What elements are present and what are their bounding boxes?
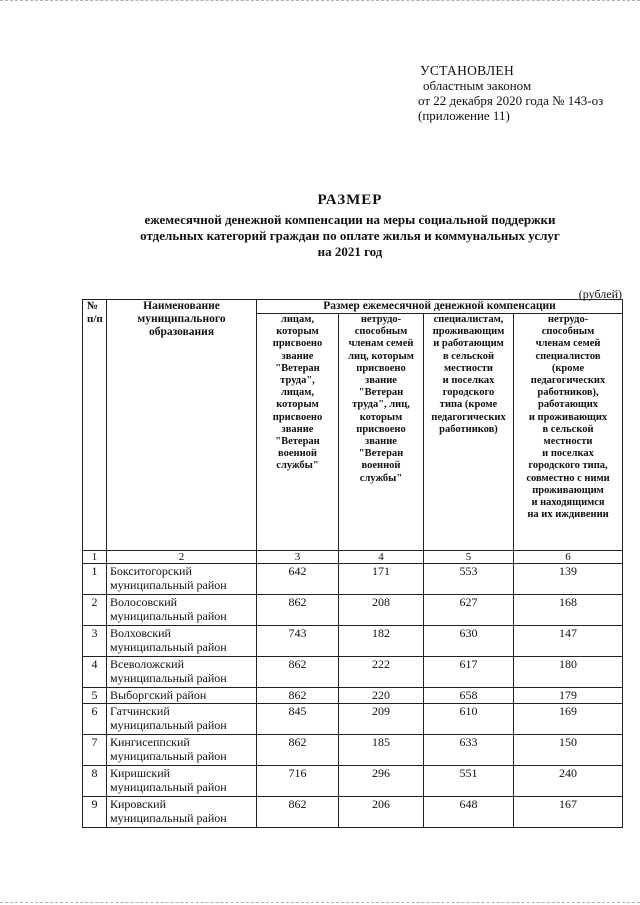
municipality-name-line-2: муниципальный район: [110, 780, 227, 794]
municipality-name-line-1: Гатчинский: [110, 704, 170, 718]
value-col-4: 222: [339, 657, 424, 688]
value-col-5: 630: [424, 626, 514, 657]
municipality-name-line-2: муниципальный район: [110, 671, 227, 685]
header-col-5: специалистам, проживающим и работающим в сельской местности и поселках городского типа (кроме педагогических работников): [424, 314, 514, 551]
municipality-name: [107, 688, 257, 704]
row-number: 7: [83, 735, 107, 766]
municipality-name-line-1: Кировский: [110, 797, 167, 811]
table-row: [83, 564, 623, 595]
value-col-6: 169: [514, 704, 623, 735]
column-index: 5: [424, 551, 514, 564]
document-heading: [100, 192, 600, 260]
column-index: 6: [514, 551, 623, 564]
approval-line-2: от 22 декабря 2020 года № 143-оз: [418, 93, 604, 108]
municipality-name-line-1: Всеволожский: [110, 657, 184, 671]
municipality-name: [107, 564, 257, 595]
units-label: (рублей): [578, 287, 622, 301]
municipality-name-line-1: Бокситогорский: [110, 564, 192, 578]
value-col-6: 240: [514, 766, 623, 797]
value-col-6: 139: [514, 564, 623, 595]
value-col-6: 180: [514, 657, 623, 688]
table-row: [83, 797, 623, 828]
municipality-name-line-1: Кингисеппский: [110, 735, 190, 749]
column-index: 2: [107, 551, 257, 564]
value-col-3: 862: [257, 595, 339, 626]
municipality-name-line-1: Волосовский: [110, 595, 178, 609]
table-row: [83, 657, 623, 688]
value-col-3: 743: [257, 626, 339, 657]
value-col-6: 147: [514, 626, 623, 657]
value-col-3: 862: [257, 688, 339, 704]
column-index-row: [83, 551, 623, 564]
value-col-3: 642: [257, 564, 339, 595]
row-number: 1: [83, 564, 107, 595]
municipality-name: [107, 797, 257, 828]
municipality-name-line-2: муниципальный район: [110, 718, 227, 732]
value-col-6: 168: [514, 595, 623, 626]
municipality-name: [107, 626, 257, 657]
document-subtitle-line-2: отдельных категорий граждан по оплате жилья и коммунальных услуг: [140, 228, 560, 243]
column-index: 3: [257, 551, 339, 564]
value-col-5: 627: [424, 595, 514, 626]
municipality-name: [107, 735, 257, 766]
municipality-name-line-2: муниципальный район: [110, 609, 227, 623]
row-number: 5: [83, 688, 107, 704]
row-number: 4: [83, 657, 107, 688]
header-col-4: нетрудо- способным членам семей лиц, которым присвоено звание "Ветеран труда", лиц, которым присвоено звание "Ветеран военной службы": [339, 314, 424, 551]
value-col-5: 551: [424, 766, 514, 797]
value-col-4: 209: [339, 704, 424, 735]
value-col-4: 220: [339, 688, 424, 704]
header-compensation-size: Размер ежемесячной денежной компенсации: [257, 300, 623, 314]
value-col-3: 862: [257, 657, 339, 688]
document-subtitle-line-1: ежемесячной денежной компенсации на меры социальной поддержки: [144, 212, 556, 227]
column-index: 4: [339, 551, 424, 564]
value-col-4: 296: [339, 766, 424, 797]
page-bottom-edge: [0, 901, 640, 903]
table-row: [83, 688, 623, 704]
row-number: 9: [83, 797, 107, 828]
row-number: 3: [83, 626, 107, 657]
municipality-name-line-1: Волховский: [110, 626, 171, 640]
municipality-name-line-2: муниципальный район: [110, 749, 227, 763]
approval-line-3: (приложение 11): [418, 108, 510, 123]
value-col-4: 208: [339, 595, 424, 626]
municipality-name: [107, 595, 257, 626]
row-number: 2: [83, 595, 107, 626]
value-col-4: 185: [339, 735, 424, 766]
value-col-5: 648: [424, 797, 514, 828]
municipality-name: [107, 766, 257, 797]
document-title: РАЗМЕР: [317, 192, 383, 208]
row-number: 8: [83, 766, 107, 797]
value-col-5: 633: [424, 735, 514, 766]
municipality-name-line-2: муниципальный район: [110, 640, 227, 654]
value-col-5: 617: [424, 657, 514, 688]
value-col-3: 862: [257, 797, 339, 828]
value-col-4: 182: [339, 626, 424, 657]
page-top-edge: [0, 0, 640, 4]
value-col-4: 206: [339, 797, 424, 828]
value-col-3: 716: [257, 766, 339, 797]
header-municipality: Наименование муниципального образования: [107, 300, 257, 551]
municipality-name: [107, 657, 257, 688]
value-col-6: 167: [514, 797, 623, 828]
approval-stamp: [418, 63, 603, 123]
value-col-5: 553: [424, 564, 514, 595]
document-subtitle-line-3: на 2021 год: [317, 244, 383, 259]
row-number: 6: [83, 704, 107, 735]
value-col-3: 845: [257, 704, 339, 735]
municipality-name: [107, 704, 257, 735]
header-col-3: лицам, которым присвоено звание "Ветеран труда", лицам, которым присвоено звание "Ветеран военной службы": [257, 314, 339, 551]
header-col-6: нетрудо- способным членам семей специалистов (кроме педагогических работников), работающих и проживающих в сельской местности и поселках городского типа, совместно с ними проживающим и находящимся на их иждивении: [514, 314, 623, 551]
table-row: [83, 704, 623, 735]
approval-title: УСТАНОВЛЕН: [420, 63, 515, 78]
value-col-6: 150: [514, 735, 623, 766]
approval-line-1: областным законом: [423, 78, 532, 93]
compensation-table: [82, 299, 623, 828]
column-index: 1: [83, 551, 107, 564]
value-col-5: 658: [424, 688, 514, 704]
value-col-3: 862: [257, 735, 339, 766]
value-col-6: 179: [514, 688, 623, 704]
table-row: [83, 626, 623, 657]
municipality-name-line-1: Киришский: [110, 766, 171, 780]
table-row: [83, 735, 623, 766]
municipality-name-line-1: Выборгский район: [110, 688, 207, 702]
table-row: [83, 766, 623, 797]
table-row: [83, 595, 623, 626]
value-col-4: 171: [339, 564, 424, 595]
municipality-name-line-2: муниципальный район: [110, 811, 227, 825]
municipality-name-line-2: муниципальный район: [110, 578, 227, 592]
header-number: № п/п: [83, 300, 107, 551]
value-col-5: 610: [424, 704, 514, 735]
